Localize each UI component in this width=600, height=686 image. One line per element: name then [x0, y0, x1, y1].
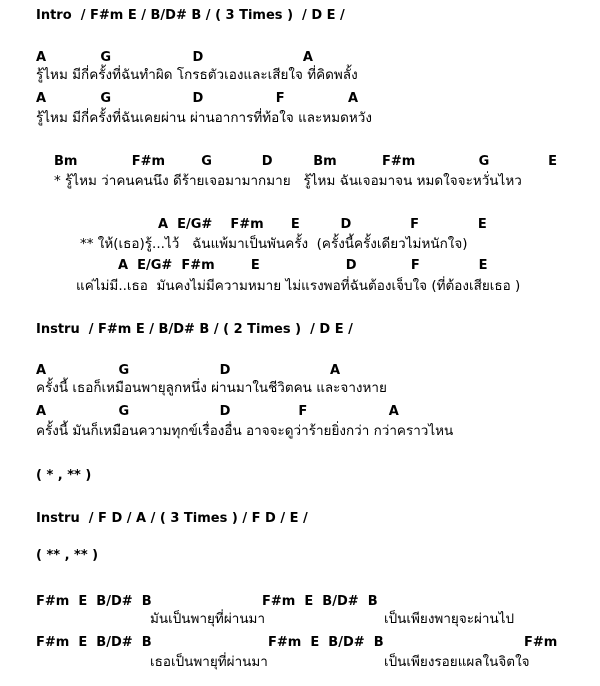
- chorus2-lyrics-1: ** ให้(เธอ)รู้...ไว้ ฉันแพ้มาเป็นพันครั้ง (ครั้งนี้ครั้งเดียวไม่หนักใจ): [80, 236, 468, 252]
- verse2-lyrics-2: ครั้งนี้ มันก็เหมือนความทุกข์เรื่องอื่น อาจจะดูว่าร้ายยิ่งกว่า กว่าคราวไหน: [36, 423, 454, 439]
- outro-chords-2a: F#m E B/D# B: [36, 635, 152, 650]
- chorus2-lyrics-2: แค่ไม่มี..เธอ มันคงไม่มีความหมาย ไม่แรงพอที่ฉันต้องเจ็บใจ (ที่ต้องเสียเธอ ): [76, 278, 521, 294]
- instru-line-2: Instru / F D / A / ( 3 Times ) / F D / E /: [36, 511, 308, 526]
- instru-line-1: Instru / F#m E / B/D# B / ( 2 Times ) / D E /: [36, 322, 353, 337]
- verse1-chords-1: A G D A: [36, 50, 313, 65]
- chorus2-chords-1: A E/G# F#m E D F E: [158, 217, 487, 232]
- chorus1-lyrics: * รู้ไหม ว่าคนคนนึง ดีร้ายเจอมามากมาย รู้ไหม ฉันเจอมาจน หมดใจจะหวั่นไหว: [54, 173, 522, 189]
- verse1-lyrics-2: รู้ไหม มีกี่ครั้งที่ฉันเคยผ่าน ผ่านอาการที่ท้อใจ และหมดหวัง: [36, 110, 372, 126]
- outro-lyrics-2b: เป็นเพียงรอยแผลในจิตใจ: [384, 654, 530, 670]
- repeat-marker-2: ( ** , ** ): [36, 548, 99, 563]
- verse2-lyrics-1: ครั้งนี้ เธอก็เหมือนพายุลูกหนึ่ง ผ่านมาในชีวิตคน และจางหาย: [36, 380, 387, 396]
- verse1-chords-2: A G D F A: [36, 91, 359, 106]
- outro-chords-1a: F#m E B/D# B: [36, 594, 152, 609]
- chorus1-chords: Bm F#m G D Bm F#m G E: [54, 154, 558, 169]
- outro-chords-1b: F#m E B/D# B: [262, 594, 378, 609]
- outro-lyrics-1b: เป็นเพียงพายุจะผ่านไป: [384, 611, 515, 627]
- repeat-marker-1: ( * , ** ): [36, 468, 92, 483]
- outro-lyrics-1a: มันเป็นพายุที่ผ่านมา: [150, 611, 266, 627]
- intro-line: Intro / F#m E / B/D# B / ( 3 Times ) / D E /: [36, 8, 345, 23]
- verse2-chords-1: A G D A: [36, 363, 341, 378]
- verse1-lyrics-1: รู้ไหม มีกี่ครั้งที่ฉันทำผิด โกรธตัวเองและเสียใจ ที่คิดพลั้ง: [36, 67, 358, 83]
- outro-chords-2c: F#m: [524, 635, 558, 650]
- chorus2-chords-2: A E/G# F#m E D F E: [118, 258, 488, 273]
- verse2-chords-2: A G D F A: [36, 404, 399, 419]
- outro-chords-2b: F#m E B/D# B: [268, 635, 384, 650]
- outro-lyrics-2a: เธอเป็นพายุที่ผ่านมา: [150, 654, 268, 670]
